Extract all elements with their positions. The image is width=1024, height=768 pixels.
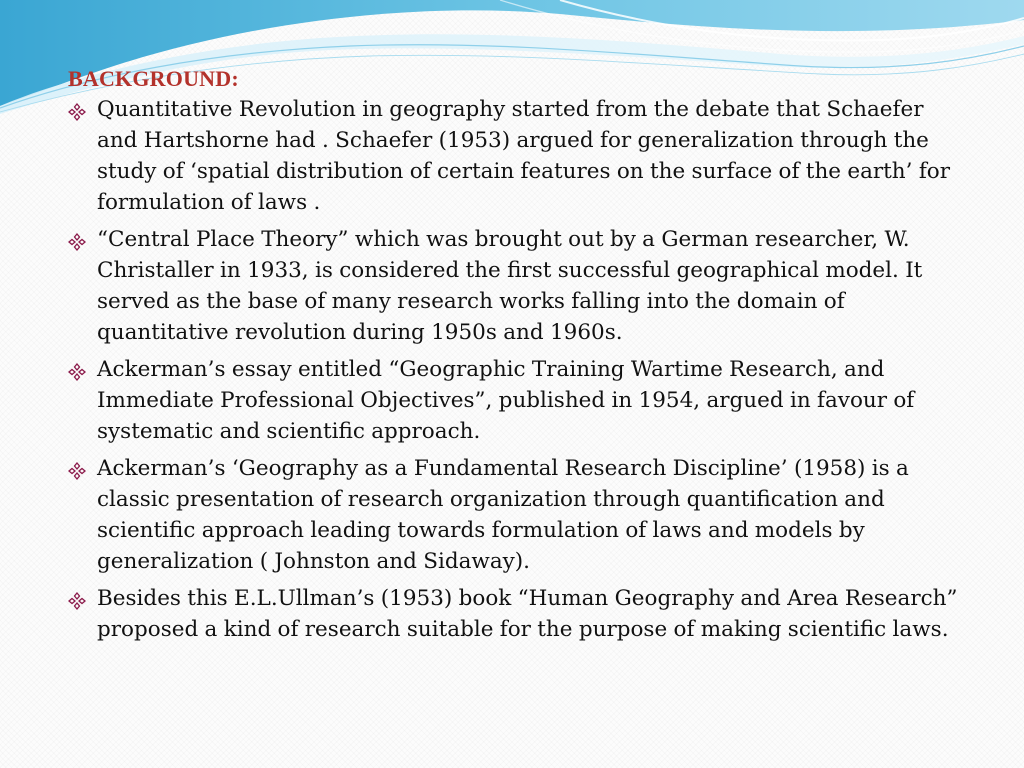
bullet-list xyxy=(68,94,968,645)
four-diamond-bullet-icon xyxy=(68,103,86,121)
bullet-text: Ackerman’s ‘Geography as a Fundamental Research Discipline’ (1958) is a classic presentation of research organization through quantification and scientific approach leading towards formulation of laws and models by generalization ( Johnston and Sidaway). xyxy=(97,456,909,574)
bullet-text: “Central Place Theory” which was brought out by a German researcher, W. Christaller in 1933, is considered the first successful geographical model. It served as the base of many research works falling into the domain of quantitative revolution during 1950s and 1960s. xyxy=(97,227,923,345)
slide-content xyxy=(68,64,968,651)
bullet-item xyxy=(68,453,968,577)
bullet-item xyxy=(68,583,968,645)
four-diamond-bullet-icon xyxy=(68,363,86,381)
bullet-text: Ackerman’s essay entitled “Geographic Training Wartime Research, and Immediate Professional Objectives”, published in 1954, argued in favour of systematic and scientific approach. xyxy=(97,357,915,444)
four-diamond-bullet-icon xyxy=(68,592,86,610)
bullet-text: Besides this E.L.Ullman’s (1953) book “Human Geography and Area Research” proposed a kind of research suitable for the purpose of making scientific laws. xyxy=(97,586,958,642)
bullet-text: Quantitative Revolution in geography started from the debate that Schaefer and Hartshorne had . Schaefer (1953) argued for generalization through the study of ‘spatial distribution of certain features on the surface of the earth’ for formulation of laws . xyxy=(97,97,950,215)
four-diamond-bullet-icon xyxy=(68,462,86,480)
bullet-item xyxy=(68,354,968,447)
bullet-item xyxy=(68,224,968,348)
bullet-item xyxy=(68,94,968,218)
four-diamond-bullet-icon xyxy=(68,233,86,251)
slide-heading: BACKGROUND: xyxy=(68,66,239,91)
